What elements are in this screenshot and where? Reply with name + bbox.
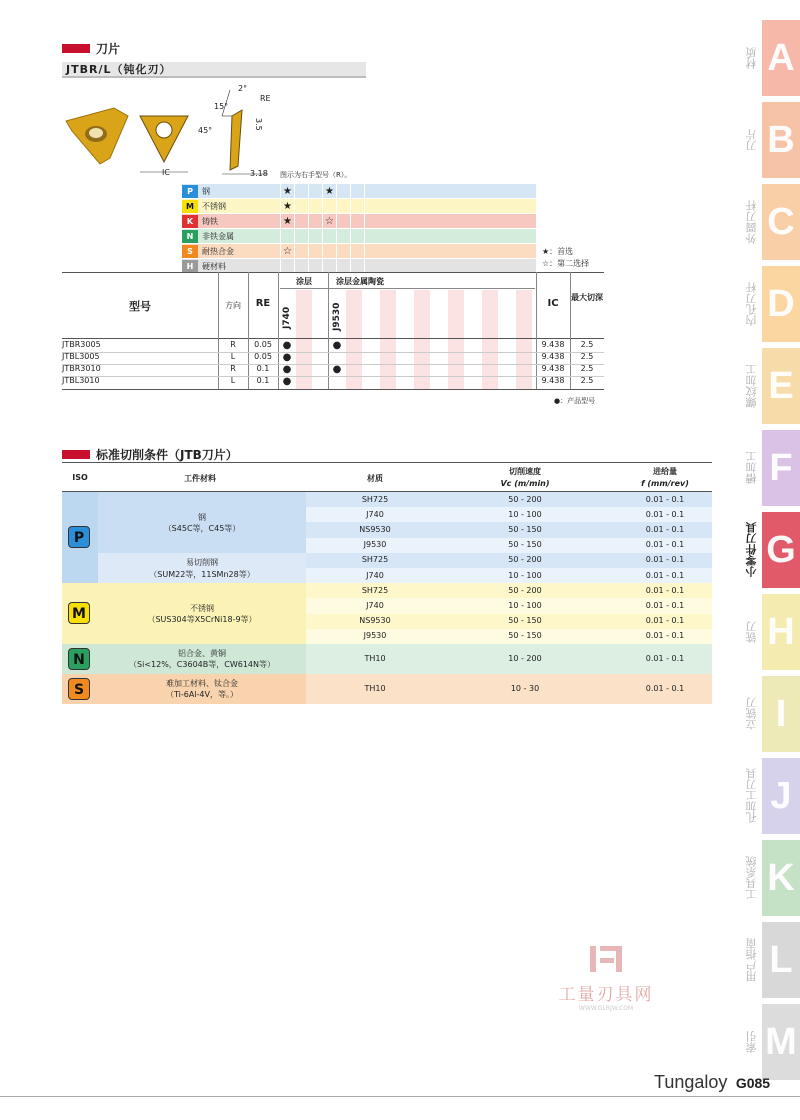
condition-vc: 50 - 200 — [508, 585, 542, 595]
footer-line — [0, 1096, 800, 1097]
material-steel: 钢 — [198, 513, 206, 522]
dim-re: RE — [260, 94, 271, 103]
iso-n-badge: N — [68, 648, 90, 670]
depth-header: 最大切深 — [571, 293, 603, 302]
legend-mark — [364, 229, 378, 244]
dim-angle-2: 2° — [238, 84, 248, 93]
ic-header: IC — [547, 298, 559, 309]
condition-f: 0.01 - 0.1 — [645, 654, 685, 663]
legend-row-k — [182, 214, 536, 229]
product-ic: 9.438 — [541, 376, 565, 385]
table-footnote: ●：产品型号 — [554, 397, 596, 405]
legend-mark — [294, 199, 308, 214]
tab-label[interactable]: 外圆刀杆 — [745, 200, 758, 244]
col-sep — [278, 272, 279, 389]
insert-series-band: JTBR/L（钝化刃） — [62, 62, 366, 78]
legend-mark — [308, 199, 322, 214]
condition-vc: 50 - 150 — [508, 525, 542, 534]
legend-mark — [308, 184, 322, 199]
legend-row-n — [182, 229, 536, 244]
condition-f: 0.01 - 0.1 — [645, 494, 685, 504]
product-re: 0.05 — [254, 340, 272, 349]
product-dir: R — [230, 340, 236, 349]
condition-f: 0.01 - 0.1 — [645, 616, 685, 626]
legend-mark — [294, 184, 308, 199]
drawing-note: 图示为右手型号（R）。 — [280, 171, 352, 179]
product-depth: 2.5 — [580, 352, 594, 361]
legend-mark — [336, 244, 350, 259]
chapter-tab-g[interactable] — [762, 512, 800, 588]
condition-grade: J740 — [366, 509, 384, 519]
legend-mark: ☆ — [322, 214, 336, 229]
legend-mark — [364, 244, 378, 259]
condition-grade: J740 — [366, 601, 384, 610]
legend-mark — [350, 184, 364, 199]
chapter-tab-d[interactable] — [762, 266, 800, 342]
material-group: 非铁金属 — [202, 231, 234, 241]
condition-f: 0.01 - 0.1 — [645, 570, 685, 580]
legend-mark: ★ — [280, 199, 294, 214]
material-group: 铸铁 — [202, 216, 218, 226]
feed-header: 进给量 — [653, 467, 677, 476]
product-g1: ● — [282, 376, 292, 387]
dim-angle-15: 15° — [214, 102, 229, 111]
legend-mark — [308, 244, 322, 259]
legend-mark — [350, 229, 364, 244]
material-titanium-grades: （Ti-6Al-4V，等。） — [166, 690, 238, 699]
tab-letter: D — [767, 282, 795, 325]
condition-grade: TH10 — [364, 654, 386, 663]
product-g1: ● — [282, 352, 292, 363]
condition-grade: SH725 — [361, 494, 389, 504]
legend-mark — [350, 244, 364, 259]
legend-mark — [308, 214, 322, 229]
product-model: JTBL3005 — [62, 352, 100, 361]
chapter-tab-i[interactable] — [762, 676, 800, 752]
tab-letter: E — [768, 364, 794, 407]
chapter-tab-j[interactable] — [762, 758, 800, 834]
product-depth: 2.5 — [580, 340, 594, 349]
stripe — [482, 290, 498, 390]
legend-mark — [364, 184, 378, 199]
product-g2: ● — [332, 364, 342, 375]
condition-grade: SH725 — [361, 585, 389, 595]
condition-f: 0.01 - 0.1 — [645, 631, 685, 641]
legend-mark — [322, 244, 336, 259]
product-dir: L — [230, 352, 236, 361]
legend-mark — [336, 184, 350, 199]
table-top-line — [62, 272, 604, 273]
product-ic: 9.438 — [541, 352, 565, 361]
cermet-header: 涂层金属陶瓷 — [336, 277, 384, 286]
iso-letter: H — [182, 260, 198, 273]
legend-mark — [336, 229, 350, 244]
watermark — [536, 944, 676, 1012]
material-group: 硬材料 — [202, 261, 226, 271]
chapter-tab-l[interactable] — [762, 922, 800, 998]
legend-mark — [294, 244, 308, 259]
red-marker-icon — [62, 44, 90, 53]
condition-f: 0.01 - 0.1 — [645, 585, 685, 595]
stripe — [380, 290, 396, 390]
stripe — [414, 290, 430, 390]
legend-mark: ★ — [280, 214, 294, 229]
condition-vc: 50 - 200 — [508, 555, 542, 565]
iso-s-badge: S — [68, 678, 90, 700]
condition-grade: SH725 — [361, 555, 389, 565]
condition-vc: 50 - 150 — [508, 631, 542, 641]
section-title-text: 标准切削条件（JTB刀片） — [96, 448, 238, 462]
material-header: 工件材料 — [184, 474, 216, 483]
product-g1: ● — [282, 364, 292, 375]
tab-label[interactable]: 用户指南 — [745, 938, 758, 982]
product-ic: 9.438 — [541, 340, 565, 349]
tab-label[interactable]: 立铣刀 — [745, 697, 758, 731]
legend-mark — [308, 229, 322, 244]
legend-mark — [294, 214, 308, 229]
condition-grade: NS9530 — [359, 525, 391, 534]
iso-letter: K — [182, 215, 198, 228]
product-model: JTBL3010 — [62, 376, 100, 385]
legend-first-choice: ★：首选 — [542, 247, 574, 256]
coat-divider — [280, 288, 535, 289]
product-re: 0.1 — [256, 364, 270, 373]
feed-unit: f (mm/rev) — [641, 479, 689, 488]
chapter-tab-e[interactable] — [762, 348, 800, 424]
iso-letter: S — [182, 245, 198, 258]
legend-row-s — [182, 244, 536, 259]
tab-label[interactable]: 螺纹加工 — [745, 364, 758, 408]
section-title-text: 刀片 — [96, 42, 121, 56]
coat-header: 涂层 — [296, 277, 312, 286]
material-aluminum-grades: （Si<12%，C3604B等，CW614N等） — [129, 660, 275, 669]
material-group: 不锈钢 — [202, 201, 226, 211]
chapter-tab-c[interactable] — [762, 184, 800, 260]
header-bottom-line — [62, 338, 604, 339]
condition-f: 0.01 - 0.1 — [645, 684, 685, 693]
legend-mark — [364, 214, 378, 229]
insert-front-view — [140, 116, 188, 172]
dir-header: 方向 — [225, 301, 241, 310]
tab-letter: C — [767, 200, 795, 243]
watermark-brand: 工量刃具网 — [558, 985, 654, 1005]
product-re: 0.1 — [256, 376, 270, 385]
legend-mark — [350, 214, 364, 229]
tab-label[interactable]: 材质 — [745, 47, 758, 69]
material-stainless: 不锈钢 — [190, 604, 214, 613]
chapter-tab-k[interactable] — [762, 840, 800, 916]
grade-header: 材质 — [367, 474, 383, 483]
tab-label[interactable]: 小零件刀具 — [745, 522, 758, 578]
speed-unit: Vc (m/min) — [500, 479, 550, 488]
tab-label[interactable]: 工具系统 — [745, 856, 758, 900]
condition-f: 0.01 - 0.1 — [645, 555, 685, 565]
condition-vc: 10 - 200 — [508, 654, 542, 663]
material-stainless-grades: （SUS304等X5CrNi18-9等） — [147, 615, 257, 624]
condition-vc: 10 - 100 — [508, 509, 542, 519]
iso-m-badge: M — [68, 602, 90, 624]
product-dir: R — [230, 364, 236, 373]
stripe — [448, 290, 464, 390]
tab-letter: B — [767, 118, 795, 161]
tab-label[interactable]: 内孔刀杆 — [745, 282, 758, 326]
legend-mark: ★ — [280, 184, 294, 199]
legend-mark — [294, 229, 308, 244]
cc-top-line — [62, 462, 712, 463]
material-free-cutting: 易切削钢 — [186, 558, 218, 567]
iso-p-badge: P — [68, 526, 90, 548]
footer-brand: Tungaloy — [654, 1072, 728, 1092]
legend-second-choice: ☆：第二选择 — [542, 259, 590, 268]
model-header: 型号 — [129, 300, 151, 313]
tab-letter: F — [769, 446, 793, 489]
iso-letter: N — [182, 230, 198, 243]
tab-letter: I — [775, 692, 787, 735]
legend-mark — [336, 214, 350, 229]
product-re: 0.05 — [254, 352, 272, 361]
section-title-conditions — [62, 446, 238, 463]
page-number: G085 — [735, 1075, 771, 1091]
product-ic: 9.438 — [541, 364, 565, 373]
iso-letter: P — [182, 185, 198, 198]
tab-letter: H — [767, 610, 795, 653]
condition-vc: 50 - 200 — [508, 494, 542, 504]
product-depth: 2.5 — [580, 364, 594, 373]
condition-vc: 50 - 150 — [508, 616, 542, 626]
col-sep — [328, 272, 329, 389]
legend-row-m — [182, 199, 536, 214]
legend-row-p — [182, 184, 536, 199]
material-heat-resistant: 难加工材料、钛合金 — [166, 679, 238, 688]
speed-header: 切削速度 — [509, 467, 541, 476]
condition-grade: J740 — [366, 570, 384, 580]
section-title-inserts — [62, 40, 120, 57]
material-steel-grades: （S45C等，C45等） — [163, 524, 241, 533]
dim-ic: IC — [162, 168, 170, 177]
chapter-tab-b[interactable] — [762, 102, 800, 178]
product-model: JTBR3005 — [62, 340, 101, 349]
legend-mark: ★ — [322, 184, 336, 199]
legend-mark — [322, 199, 336, 214]
footer — [654, 1072, 770, 1093]
condition-vc: 10 - 100 — [508, 601, 542, 610]
product-depth: 2.5 — [580, 376, 594, 385]
grade-j740-header: J740 — [282, 306, 292, 330]
legend-mark — [350, 199, 364, 214]
re-header: RE — [255, 298, 271, 309]
condition-grade: TH10 — [364, 684, 386, 693]
chapter-tab-m[interactable] — [762, 1004, 800, 1080]
condition-f: 0.01 - 0.1 — [645, 509, 685, 519]
tab-label[interactable]: 槽加工 — [745, 451, 758, 485]
condition-f: 0.01 - 0.1 — [645, 601, 685, 610]
insert-photo-icon — [66, 108, 128, 164]
dim-angle-45: 45° — [198, 126, 213, 135]
material-group: 钢 — [202, 186, 210, 196]
chapter-tab-f[interactable] — [762, 430, 800, 506]
material-aluminum: 铝合金、黄铜 — [178, 649, 226, 658]
watermark-url: WWW.GLRJW.COM — [578, 1005, 634, 1012]
tab-letter: M — [765, 1020, 797, 1063]
legend-mark — [280, 229, 294, 244]
legend-mark — [364, 199, 378, 214]
tab-label[interactable]: 索引 — [745, 1031, 758, 1053]
condition-f: 0.01 - 0.1 — [645, 540, 685, 550]
condition-vc: 10 - 30 — [510, 684, 540, 693]
condition-grade: NS9530 — [359, 616, 391, 626]
product-g2: ● — [332, 340, 342, 351]
product-model: JTBR3010 — [62, 364, 101, 373]
iso-letter: M — [182, 200, 198, 213]
tab-label[interactable]: 刀片 — [745, 129, 758, 151]
stripe — [516, 290, 532, 390]
legend-mark — [322, 229, 336, 244]
dim-3-18: 3.18 — [250, 169, 268, 178]
grade-j9530-header: J9530 — [332, 302, 342, 332]
watermark-logo-icon — [586, 944, 626, 976]
tab-letter: G — [766, 528, 796, 571]
legend-mark — [336, 199, 350, 214]
iso-header: ISO — [72, 473, 88, 482]
material-group: 耐热合金 — [202, 246, 234, 256]
chapter-tab-a[interactable] — [762, 20, 800, 96]
condition-grade: J9530 — [363, 631, 387, 641]
tab-letter: J — [770, 774, 792, 817]
tab-letter: K — [767, 856, 795, 899]
condition-vc: 10 - 100 — [508, 570, 542, 580]
product-dir: L — [230, 376, 236, 385]
product-g1: ● — [282, 340, 292, 351]
red-marker-icon — [62, 450, 90, 459]
chapter-tab-h[interactable] — [762, 594, 800, 670]
stripe — [346, 290, 362, 390]
tab-label[interactable]: 孔加工刀具 — [745, 768, 758, 824]
condition-grade: J9530 — [363, 540, 387, 550]
condition-vc: 50 - 150 — [508, 540, 542, 550]
table-bottom-line — [62, 389, 604, 390]
tab-letter: L — [769, 938, 793, 981]
tab-letter: A — [767, 36, 795, 79]
material-free-cutting-grades: （SUM22等，11SMn28等） — [149, 570, 255, 579]
condition-f: 0.01 - 0.1 — [645, 525, 685, 534]
stripe — [296, 290, 312, 390]
dim-3-5: 3.5 — [254, 118, 263, 131]
legend-mark: ☆ — [280, 244, 294, 259]
tab-label[interactable]: 铣刀 — [745, 621, 758, 643]
